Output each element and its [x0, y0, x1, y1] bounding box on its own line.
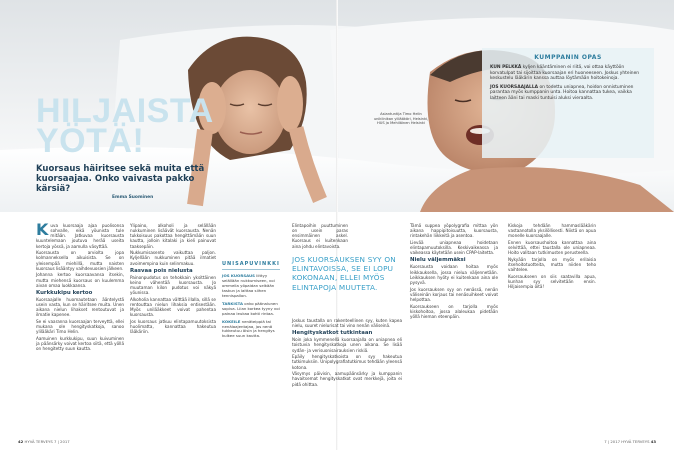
headline-line2: YÖTÄ! [36, 122, 145, 160]
sleep-tips-title: UNISAPUVINKKI [222, 262, 280, 270]
body-column-2: Ylipaino, alkoholi ja selällään nukkuminen lisäävät kuorsausta. Nenän tukkoisuus pakottaa hengittämään suun kautta, jolloin kitalaki ja kieli painuvat taaksepäin. Nukkumisasento vaikuttaa paljon. Kyljellään nukkuminen pitää ilmatiet avoimempina kuin selinmakuu. Rasvaa pois nielusta Painonpudotus on tehokkain yksittäinen keino vähentää kuorsausta. Jo muutaman kilon pudotus voi näkyä yöunissa. Alkoholia kannattaa välttää illalla, sillä se rentouttaa nielun lihaksia entisestään. Myös unilääkkeet voivat pahentaa kuorsausta. Jos kuorsaus jatkuu elintapamuutoksista huolimatta, kannattaa hakeutua lääkäriin. [130, 223, 216, 335]
partner-guide-paragraph: KUN PELKKÄ kyljen kääntäminen ei riitä, voi ottaa käyttöön korvatulpat tai sijoittaa kuorsaajan eri huoneeseen. Joskus yhteinen keskustelu lääkärin kanssa auttaa löytämään hoitokeinoja. [490, 65, 640, 82]
subheading: Rasvaa pois nielusta [130, 267, 193, 274]
tip-item: KOKEILE nenäteippiä tai nenälaajentajaa, jos nenä tukkeutuu öisin ja hengitys kulkee suun kautta. [222, 318, 275, 339]
headline-block [36, 92, 216, 194]
body-column-3: Joskus taustalla on rakenteellinen syy, kuten kapea nielu, suuret nielurisat tai vino nenän väliseinä. Hengityskatkot tutkintaan Noin joka kymmenellä kuorsaajalla on uniapnea eli toistuvia hengityskatkoja unen aikana. Se lisää sydän- ja verisuonisairauksien riskiä. Epäily hengityskatkoista on syy hakeutua tutkimuksiin. Unipolygrafiatutkimus tehdään yleensä kotona. Väsymys päivisin, aamupäänsärky ja kumppanin havaitsemat hengityskatkot ovat merkkejä, joita ei pidä ohittaa. [292, 318, 402, 387]
subheading: Nielu väljemmäksi [410, 257, 466, 264]
body-column-3-top: Elintapoihin puuttuminen on usein paras ensimmäinen askel. Kuorsaus ei kuitenkaan aina johdu elintavoista. [292, 223, 348, 249]
expert-caption: Asiantuntija Timo Helin uniklinikan ylilääkäri, Helsinki, HUS ja Mehiläinen Helsinki [373, 112, 429, 126]
byline: Emma Suominen [112, 195, 154, 200]
tip-item: TARKISTA onko päänalunen sopiva. Liian korkea tyyny voi painaa leukaa kohti rintaa. [222, 300, 280, 316]
lead-text: Kuorsaus häiritsee sekä muita että kuorsaajaa. Onko vaivasta pakko kärsiä? [36, 164, 205, 194]
headline-line1: HILJAISTA [36, 92, 214, 130]
folio-right: 7 | 2017 HYVÄ TERVEYS 43 [604, 439, 656, 444]
subheading: Kurkkukipu kertoo [36, 289, 93, 296]
subheading: Hengityskatkot tutkintaan [292, 330, 373, 337]
sleep-tips-box [222, 262, 280, 342]
partner-guide-paragraph: JOS KUORSAAJALLA on todettu uniapnea, hoidon onnistuminen parantaa myös kumppanin unta. Hoitoa kannattaa tukea, vaikka laitteen ääni tai maski tuntuisi aluksi vieraalta. [490, 84, 634, 101]
drop-cap: K [36, 220, 49, 239]
partner-guide-box [482, 48, 654, 158]
tip-item: JOS KUORSAUS liittyy selällään nukkumiseen, voi ommella yöpaidan selkään taskun ja laittaa siihen tennispallon. [222, 272, 275, 298]
pull-quote: JOS KUORSAUKSEN SYY ON ELINTAVOISSA, SE EI LOPU KOKONAAN, ELLEI MYÖS ELINTAPOJA MUUTETA. [292, 255, 396, 292]
folio-left: 42 HYVÄ TERVEYS 7 | 2017 [18, 439, 70, 444]
body-column-1: Kuva kuorsaaja ajaa puolisonsa sohvalle, eikä yöunista tule mitään. Jatkuvaa kuorsausta kuuntelemaan joutuva herää useita kertoja yössä, ja aamulla väsyttää. Kuorsausta on arviolta jopa kolmanneksella aikuisista. Se on yleisempää miehillä, mutta naisten kuorsaus lisääntyy vaihdevuosien jälkeen. Johanna kertoo kuorsaavansa itsekin, mutta miehensä kuorsaus on kuulemma aivan omaa luokkaansa. Kurkkukipu kertoo Kuorsaajalle huomautetaan ääntelystä usein vasta, kun se häiritsee muita. Unen aikana nielun lihakset rentoutuvat ja ilmatie kapenee. Se ei vaaranna kuorsaajan terveyttä, ellei mukana ole hengityskatkoja, sanoo ylilääkäri Timo Helin. Aamuinen kurkkukipu, suun kuivuminen ja päänsärky voivat kertoa siitä, että yöllä on hengitetty suun kautta. [36, 220, 124, 352]
body-column-5: Kiskoja tehdään hammaslääkärin vastaanotolla yksilöllisesti. Niistä on apua monelle kuorsaajalle. Ennen kuorsaushoitoa kannattaa aina selvittää, ettei taustalla ole uniapneaa. Hoito valitaan tutkimusten perusteella. Nykyään tarjolla on myös erilaisia itsehoitotuotteita, mutta niiden teho vaihtelee. Kuorsaukseen on siis saatavilla apua, kunhan syy selvitetään ensin. Hiljaisempia öitä! [508, 223, 596, 290]
body-column-4: Tämä suppea yöpolygrafia mittaa yön aikana happipitoisuutta, kuorsausta, rintakehän liikkeitä ja asentoa. Lievää uniapneaa hoidetaan elintapamuutoksilla. Keskivaikeassa ja vaikeassa käytetään usein CPAP-laitetta. Nielu väljemmäksi Kuorsausta voidaan hoitaa myös leikkauksella, jossa nielua väljennetään. Leikkauksen hyöty ei kuitenkaan aina ole pysyvä. Jos kuorsauksen syy on nenässä, nenän väliseinän korjaus tai nenäsuihkeet voivat helpottaa. Kuorsaukseen on tarjolla myös kiskohoitoa, jossa alaleukaa pidetään yöllä hieman eteenpäin. [410, 223, 498, 319]
partner-guide-title: KUMPPANIN OPAS [534, 54, 602, 61]
